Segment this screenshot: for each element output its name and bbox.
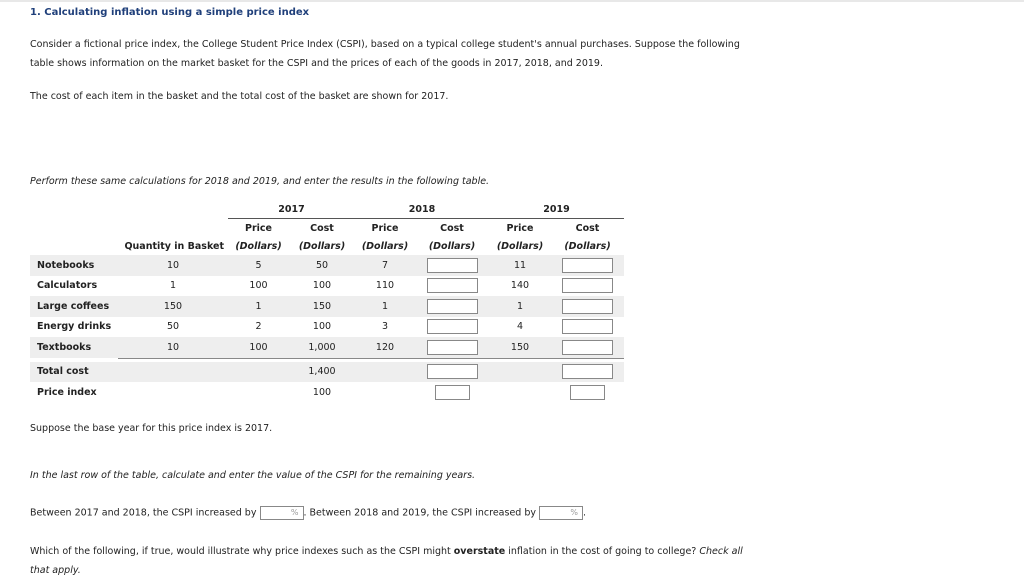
cost-2017-cell: 50 bbox=[289, 255, 355, 276]
cost-2018-input[interactable] bbox=[427, 340, 478, 355]
column-header-row-2 bbox=[30, 237, 624, 255]
total-cost-2019-input[interactable] bbox=[562, 364, 613, 379]
unit-label: (Dollars) bbox=[298, 240, 346, 252]
percent-sign: % bbox=[290, 508, 299, 517]
quantity-cell: 1 bbox=[169, 280, 177, 292]
cost-2019-input[interactable] bbox=[562, 299, 613, 314]
percent-sign: % bbox=[570, 508, 579, 517]
intro-paragraph bbox=[30, 35, 770, 73]
table-row bbox=[30, 337, 624, 358]
unit-label: (Dollars) bbox=[564, 240, 611, 252]
price-2018-cell: 3 bbox=[381, 321, 389, 333]
unit-label: (Dollars) bbox=[428, 240, 476, 252]
price-2018-cell: 1 bbox=[355, 296, 415, 317]
price-header: Price bbox=[506, 222, 534, 234]
price-header: Price bbox=[245, 222, 272, 234]
between-2018-2019-text: . Between 2018 and 2019, the CSPI increased by bbox=[303, 507, 536, 519]
column-header-row-1 bbox=[30, 219, 624, 238]
quantity-cell: 150 bbox=[118, 296, 228, 317]
question-title: 1. Calculating inflation using a simple price index bbox=[30, 7, 310, 18]
price-2019-cell: 1 bbox=[489, 296, 551, 317]
price-index-2017: 100 bbox=[312, 386, 332, 398]
unit-label: (Dollars) bbox=[235, 240, 282, 252]
table-row bbox=[30, 255, 624, 276]
unit-label: (Dollars) bbox=[361, 240, 409, 252]
question-prefix: Which of the following, if true, would illustrate why price indexes such as the CSPI might bbox=[30, 546, 451, 557]
top-divider bbox=[0, 0, 1024, 2]
base-year-text: Suppose the base year for this price index is 2017. bbox=[30, 423, 273, 434]
cost-shown-text: The cost of each item in the basket and the total cost of the basket are shown for 2017. bbox=[30, 91, 449, 102]
intro-line-2: table shows information on the market basket for the CSPI and the prices of each of the goods in 2017, 2018, and 2019. bbox=[30, 58, 603, 69]
intro-line-1: Consider a fictional price index, the College Student Price Index (CSPI), based on a typical college student's annual purchases. Suppose the following bbox=[30, 39, 740, 50]
year-2018-header: 2018 bbox=[355, 200, 489, 219]
total-cost-2017: 1,400 bbox=[289, 362, 355, 383]
table-row bbox=[30, 317, 624, 338]
cost-2019-input[interactable] bbox=[562, 319, 613, 334]
price-2017-cell: 1 bbox=[228, 296, 289, 317]
year-2019-header: 2019 bbox=[489, 200, 624, 219]
total-cost-2018-input[interactable] bbox=[427, 364, 478, 379]
cost-header: Cost bbox=[310, 222, 334, 234]
cost-2018-input[interactable] bbox=[427, 299, 478, 314]
question-line-2: that apply. bbox=[30, 565, 81, 576]
price-2019-cell: 150 bbox=[489, 337, 551, 358]
price-index-2018-input[interactable] bbox=[435, 385, 470, 400]
price-2017-cell: 2 bbox=[255, 321, 262, 333]
row-label: Energy drinks bbox=[37, 321, 112, 333]
increase-2017-2018-input[interactable] bbox=[260, 506, 304, 520]
row-label: Large coffees bbox=[30, 296, 118, 317]
cost-header: Cost bbox=[575, 222, 600, 234]
row-label: Textbooks bbox=[30, 337, 118, 358]
price-2019-cell: 11 bbox=[489, 255, 551, 276]
price-2019-cell: 4 bbox=[516, 321, 524, 333]
year-header-row bbox=[30, 200, 624, 219]
question-check-all: Check all bbox=[699, 546, 743, 557]
price-2018-cell: 110 bbox=[375, 280, 395, 292]
price-2017-cell: 100 bbox=[249, 280, 268, 292]
price-2019-cell: 140 bbox=[510, 280, 530, 292]
price-2018-cell: 120 bbox=[355, 337, 415, 358]
price-2017-cell: 5 bbox=[228, 255, 289, 276]
cost-2018-input[interactable] bbox=[427, 258, 478, 273]
row-label: Calculators bbox=[37, 280, 98, 292]
cost-2017-cell: 100 bbox=[312, 280, 332, 292]
question-bold-word: overstate bbox=[453, 546, 506, 557]
year-2017-header: 2017 bbox=[228, 200, 355, 219]
quantity-header: Quantity in Basket bbox=[124, 240, 224, 252]
increase-sentence bbox=[30, 506, 586, 520]
price-2018-cell: 7 bbox=[355, 255, 415, 276]
perform-instruction: Perform these same calculations for 2018 and 2019, and enter the results in the following table. bbox=[30, 176, 490, 187]
cost-2019-input[interactable] bbox=[562, 258, 613, 273]
quantity-cell: 10 bbox=[118, 255, 228, 276]
cost-header: Cost bbox=[440, 222, 464, 234]
question-suffix: inflation in the cost of going to college? bbox=[508, 546, 697, 557]
increase-2018-2019-input[interactable] bbox=[539, 506, 583, 520]
cost-2018-input[interactable] bbox=[427, 319, 478, 334]
cost-2019-input[interactable] bbox=[562, 340, 613, 355]
price-index-2019-input[interactable] bbox=[570, 385, 605, 400]
table-row bbox=[30, 296, 624, 317]
cost-2019-input[interactable] bbox=[562, 278, 613, 293]
last-row-instruction: In the last row of the table, calculate and enter the value of the CSPI for the remaining years. bbox=[30, 470, 476, 481]
cost-2017-cell: 1,000 bbox=[289, 337, 355, 358]
total-cost-label: Total cost bbox=[30, 362, 118, 383]
cost-2018-input[interactable] bbox=[427, 278, 478, 293]
quantity-cell: 50 bbox=[166, 321, 180, 333]
price-table bbox=[30, 200, 624, 403]
quantity-cell: 10 bbox=[118, 337, 228, 358]
cost-2017-cell: 100 bbox=[312, 321, 332, 333]
price-2017-cell: 100 bbox=[228, 337, 289, 358]
row-label: Notebooks bbox=[30, 255, 118, 276]
table-row bbox=[30, 276, 624, 297]
between-2017-2018-text: Between 2017 and 2018, the CSPI increased by bbox=[30, 507, 257, 519]
price-index-label: Price index bbox=[37, 386, 97, 398]
sentence-period: . bbox=[583, 507, 587, 519]
price-header: Price bbox=[371, 222, 399, 234]
overstate-question bbox=[30, 542, 770, 580]
price-index-row bbox=[30, 382, 624, 403]
total-cost-row bbox=[30, 362, 624, 383]
unit-label: (Dollars) bbox=[496, 240, 544, 252]
cost-2017-cell: 150 bbox=[289, 296, 355, 317]
